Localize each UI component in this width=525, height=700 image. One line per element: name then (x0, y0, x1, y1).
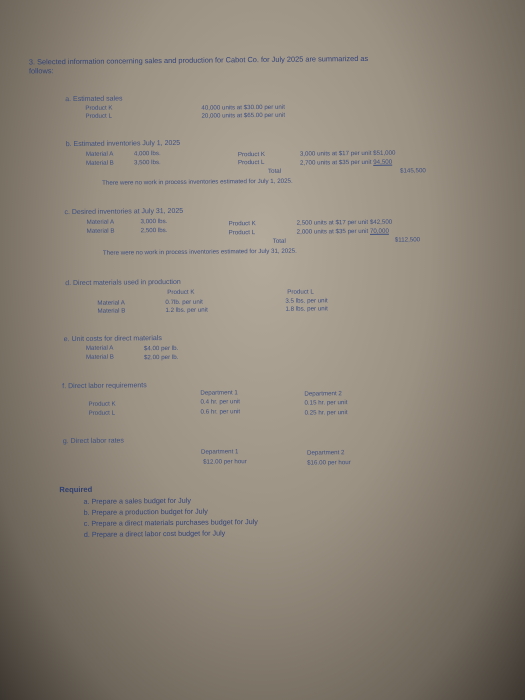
inv-jul31-product-k-label: Product K (228, 220, 256, 228)
inv-jul31-product-l-desc: 2,000 units at $35 per unit (296, 227, 370, 236)
inv-jul31-material-a-qty: 3,000 lbs. (140, 218, 168, 226)
dl-product-l-d1: 0.6 hr. per unit (200, 408, 241, 416)
required-heading: Required (59, 484, 93, 495)
uc-material-b-value: $2.00 per lb. (143, 353, 179, 362)
question-line-2: follows: (28, 66, 54, 76)
inv-jul1-material-a-qty: 4,000 lbs. (133, 150, 161, 158)
inv-jul1-note: There were no work in process inventories estimated for July 1, 2025. (102, 177, 293, 187)
inv-jul1-product-l-amount: 94,500 (373, 158, 393, 166)
inv-jul31-note: There were no work in process inventories estimated for July 31, 2025. (102, 247, 297, 257)
inv-jul31-product-l-label: Product L (228, 229, 256, 237)
sales-product-k-value: 40,000 units at $30.00 per unit (201, 103, 286, 112)
inv-jul1-product-k-value: 3,000 units at $17 per unit $51,000 (299, 149, 396, 158)
inv-jul1-material-b-label: Material B (85, 159, 114, 167)
inv-jul1-product-l-value (300, 159, 392, 167)
dl-product-k-d1: 0.4 hr. per unit (200, 398, 241, 406)
sales-product-l-label: Product L (85, 112, 112, 120)
inv-jul31-material-b-label: Material B (86, 227, 115, 235)
dm-material-a-k: 0.7lb. per unit (165, 298, 203, 307)
section-c-heading: c. Desired inventories at July 31, 2025 (64, 207, 184, 217)
sales-product-l-value: 20,000 units at $65.00 per unit (201, 111, 286, 120)
worksheet-paper (15, 37, 517, 682)
dm-material-b-l: 1.8 lbs. per unit (285, 305, 328, 313)
dm-material-b-k: 1.2 lbs. per unit (165, 306, 208, 315)
sales-product-k-label: Product K (85, 104, 113, 112)
dm-material-a-l: 3.5 lbs. per unit (285, 297, 328, 305)
inv-jul31-product-k-value: 2,500 units at $17 per unit $42,500 (296, 218, 393, 227)
inv-jul1-product-l-label: Product L (237, 159, 265, 167)
dl-product-k-d2: 0.15 hr. per unit (304, 399, 348, 407)
rate-col-dept-2: Department 2 (306, 449, 345, 457)
inv-jul31-material-a-label: Material A (86, 218, 115, 226)
dm-material-a-label: Material A (97, 299, 125, 307)
rate-dept-1: $12.00 per hour (203, 458, 247, 466)
required-item-d: d. Prepare a direct labor cost budget for July (83, 528, 226, 539)
section-g-heading: g. Direct labor rates (62, 437, 124, 446)
rate-dept-2: $16.00 per hour (307, 459, 351, 467)
section-d-heading: d. Direct materials used in production (65, 278, 181, 288)
inv-jul31-total-label: Total (272, 237, 286, 245)
uc-material-b-label: Material B (85, 353, 114, 361)
dl-product-l-label: Product L (88, 409, 116, 417)
inv-jul31-total-value: $112,500 (394, 236, 421, 244)
inv-jul1-product-k-label: Product K (237, 150, 266, 159)
uc-material-a-label: Material A (85, 344, 114, 352)
inv-jul1-material-b-qty: 3,500 lbs. (133, 159, 161, 167)
dl-col-dept-1: Department 1 (200, 389, 238, 397)
inv-jul31-product-l-value (297, 228, 389, 236)
inv-jul1-material-a-label: Material A (85, 150, 114, 158)
dl-col-dept-2: Department 2 (304, 390, 342, 398)
required-item-b: b. Prepare a production budget for July (83, 506, 208, 517)
inv-jul31-material-b-qty: 2,500 lbs. (140, 227, 168, 235)
uc-material-a-value: $4.00 per lb. (143, 344, 179, 353)
rate-col-dept-1: Department 1 (200, 448, 239, 456)
dl-product-k-label: Product K (88, 400, 116, 408)
section-b-heading: b. Estimated inventories July 1, 2025 (65, 139, 181, 149)
inv-jul1-total-label: Total (267, 167, 282, 175)
question-line-1: 3. Selected information concerning sales and production for Cabot Co. for July 2025 are summarized as (28, 53, 369, 67)
required-item-c: c. Prepare a direct materials purchases budget for July (83, 517, 258, 528)
inv-jul1-total-value: $145,500 (399, 167, 426, 175)
dm-material-b-label: Material B (97, 307, 126, 315)
inv-jul1-product-l-desc: 2,700 units at $35 per unit (299, 158, 374, 167)
section-f-heading: f. Direct labor requirements (62, 382, 147, 391)
section-e-heading: e. Unit costs for direct materials (63, 335, 162, 344)
required-item-a: a. Prepare a sales budget for July (83, 495, 191, 506)
dm-col-product-k: Product K (167, 288, 195, 297)
inv-jul31-product-l-amount: 70,000 (369, 227, 389, 235)
dm-col-product-l: Product L (287, 288, 314, 296)
dl-product-l-d2: 0.25 hr. per unit (304, 409, 348, 417)
section-a-heading: a. Estimated sales (65, 95, 123, 104)
